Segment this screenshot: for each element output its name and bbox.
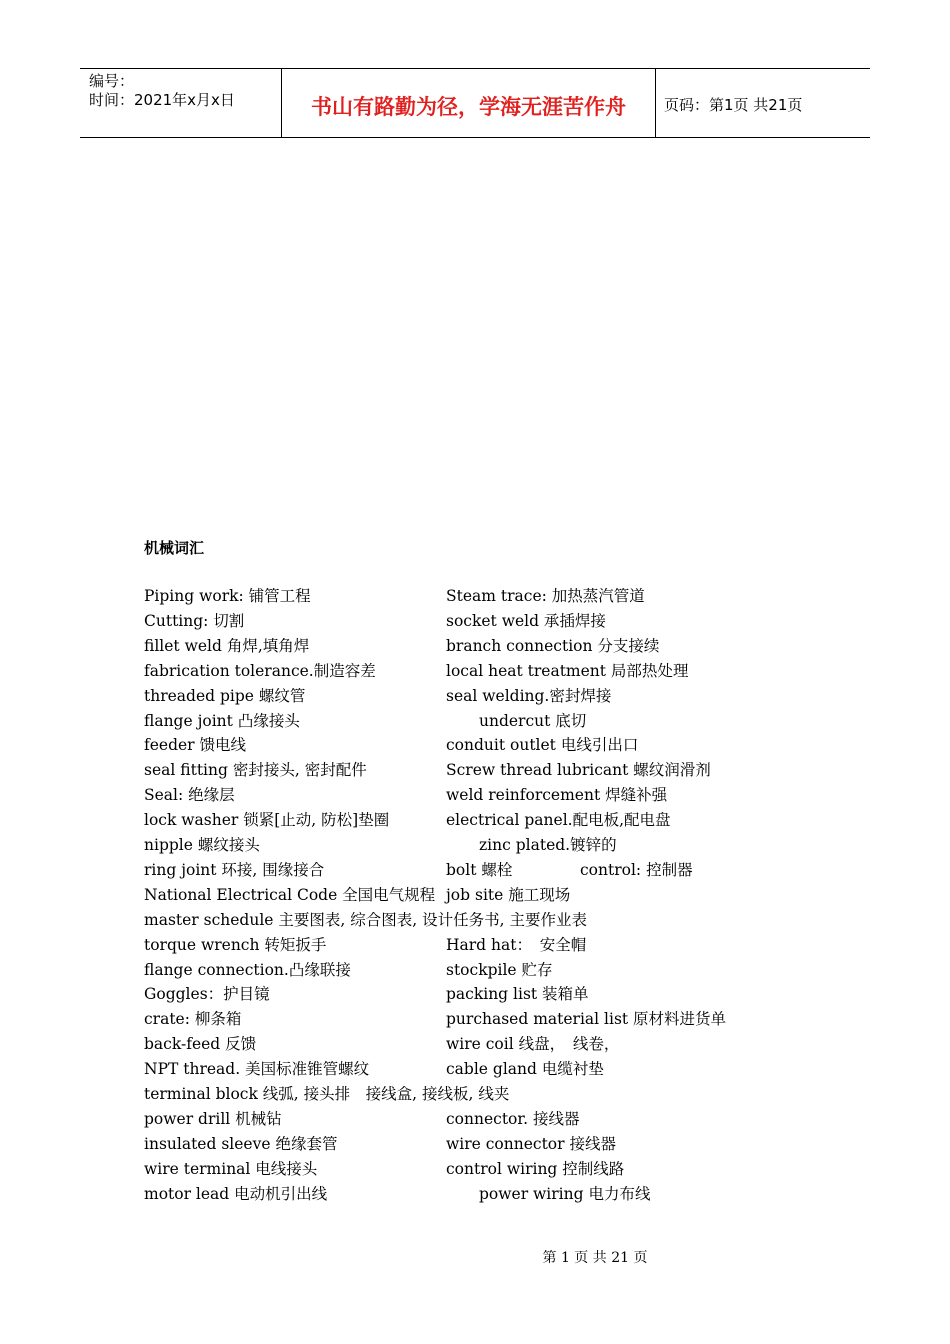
vocabulary-term-right: wire coil 线盘， 线卷， <box>446 1035 620 1054</box>
vocabulary-term-left: insulated sleeve 绝缘套管 <box>144 1134 338 1153</box>
vocabulary-term-left: nipple 螺纹接头 <box>144 836 260 854</box>
vocabulary-row <box>144 760 844 785</box>
vocabulary-row <box>144 835 844 860</box>
vocabulary-row <box>144 686 844 711</box>
vocabulary-term-right: conduit outlet 电线引出口 <box>446 736 639 755</box>
vocabulary-row <box>144 636 844 661</box>
vocabulary-row <box>144 860 844 885</box>
vocabulary-term-left: fabrication tolerance.制造容差 <box>144 661 376 680</box>
vocabulary-term-right: branch connection 分支接续 <box>446 636 660 655</box>
page-footer: 第 1 页 共 21 页 <box>542 1250 648 1266</box>
vocabulary-term-right: Steam trace: 加热蒸汽管道 <box>446 587 645 605</box>
vocabulary-term-left: Cutting: 切割 <box>144 611 245 630</box>
vocabulary-term-left: fillet weld 角焊,填角焊 <box>144 636 310 655</box>
vocabulary-row <box>144 586 844 611</box>
vocabulary-row <box>144 1059 844 1084</box>
vocabulary-term-left: wire terminal 电线接头 <box>144 1159 318 1178</box>
document-time-label: 时间：2021年x月x日 <box>89 91 235 109</box>
vocabulary-term-right: control wiring 控制线路 <box>446 1159 625 1178</box>
vocabulary-row <box>144 984 844 1009</box>
header-meta-cell <box>80 69 281 137</box>
vocabulary-term-right: electrical panel.配电板,配电盘 <box>446 811 671 830</box>
vocabulary-row <box>144 960 844 985</box>
vocabulary-term-left: back-feed 反馈 <box>144 1035 257 1054</box>
vocabulary-term-left: Goggles：护目镜 <box>144 985 270 1004</box>
vocabulary-row <box>144 885 844 910</box>
vocabulary-term-left: threaded pipe 螺纹管 <box>144 686 306 705</box>
vocabulary-term-right: packing list 装箱单 <box>446 985 589 1004</box>
vocabulary-row <box>144 1109 844 1134</box>
document-number-label: 编号： <box>89 72 135 90</box>
vocabulary-row <box>144 711 844 736</box>
vocabulary-row <box>144 1009 844 1034</box>
header-page-cell <box>655 69 870 137</box>
vocabulary-row <box>144 810 844 835</box>
vocabulary-term-left: Seal: 绝缘层 <box>144 786 235 805</box>
vocabulary-term-left: lock washer 锁紧[止动, 防松]垫圈 <box>144 811 390 830</box>
page-header <box>80 68 870 138</box>
vocabulary-term-left: torque wrench 转矩扳手 <box>144 935 327 954</box>
vocabulary-term-right: zinc plated.镀锌的 <box>479 836 617 854</box>
vocabulary-term-left: feeder 馈电线 <box>144 736 247 755</box>
vocabulary-term-right: weld reinforcement 焊缝补强 <box>446 786 668 805</box>
vocabulary-row <box>144 935 844 960</box>
vocabulary-term-right: socket weld 承插焊接 <box>446 611 606 630</box>
vocabulary-term-left: motor lead 电动机引出线 <box>144 1184 328 1203</box>
vocabulary-term-left: seal fitting 密封接头, 密封配件 <box>144 761 367 780</box>
vocabulary-term-left: flange connection.凸缘联接 <box>144 960 351 979</box>
header-motto-cell <box>281 69 656 137</box>
vocabulary-row <box>144 1159 844 1184</box>
vocabulary-term-left: NPT thread. 美国标准锥管螺纹 <box>144 1060 370 1079</box>
vocabulary-term-left: flange joint 凸缘接头 <box>144 711 300 730</box>
vocabulary-term-left: power drill 机械钻 <box>144 1109 282 1128</box>
header-motto: 书山有路勤为径，学海无涯苦作舟 <box>311 95 626 119</box>
vocabulary-term-right: cable gland 电缆衬垫 <box>446 1060 604 1079</box>
vocabulary-term-left: Piping work: 铺管工程 <box>144 587 311 605</box>
vocabulary-term-right: bolt 螺栓 <box>446 860 513 879</box>
vocabulary-term-left: master schedule 主要图表, 综合图表, 设计任务书, 主要作业表 <box>144 910 587 929</box>
section-title: 机械词汇 <box>144 539 205 557</box>
vocabulary-term-left: terminal block 线弧, 接头排 接线盒, 接线板, 线夹 <box>144 1085 510 1103</box>
vocabulary-row <box>144 1034 844 1059</box>
vocabulary-term-right: wire connector 接线器 <box>446 1134 616 1153</box>
vocabulary-row <box>144 1084 844 1109</box>
vocabulary-row <box>144 661 844 686</box>
vocabulary-term-right: power wiring 电力布线 <box>479 1184 651 1203</box>
vocabulary-row <box>144 910 844 935</box>
vocabulary-row <box>144 611 844 636</box>
vocabulary-term-right: purchased material list 原材料进货单 <box>446 1010 727 1029</box>
vocabulary-row <box>144 735 844 760</box>
vocabulary-term-left: ring joint 环接, 围缘接合 <box>144 860 325 879</box>
vocabulary-row <box>144 785 844 810</box>
vocabulary-row <box>144 1134 844 1159</box>
vocabulary-term-right: undercut 底切 <box>479 711 587 730</box>
vocabulary-term-right: stockpile 贮存 <box>446 960 553 979</box>
vocabulary-term-right: job site 施工现场 <box>446 885 571 904</box>
header-page-info: 页码：第1页 共21页 <box>664 96 803 114</box>
vocabulary-term-third: control: 控制器 <box>580 860 693 879</box>
vocabulary-term-left: National Electrical Code 全国电气规程 <box>144 885 436 904</box>
vocabulary-term-right: Screw thread lubricant 螺纹润滑剂 <box>446 761 711 780</box>
vocabulary-term-right: Hard hat： 安全帽 <box>446 935 587 954</box>
vocabulary-term-right: local heat treatment 局部热处理 <box>446 661 689 680</box>
vocabulary-term-left: crate: 柳条箱 <box>144 1010 242 1029</box>
vocabulary-row <box>144 1184 844 1209</box>
vocabulary-term-right: connector. 接线器 <box>446 1109 580 1128</box>
vocabulary-term-right: seal welding.密封焊接 <box>446 686 612 705</box>
